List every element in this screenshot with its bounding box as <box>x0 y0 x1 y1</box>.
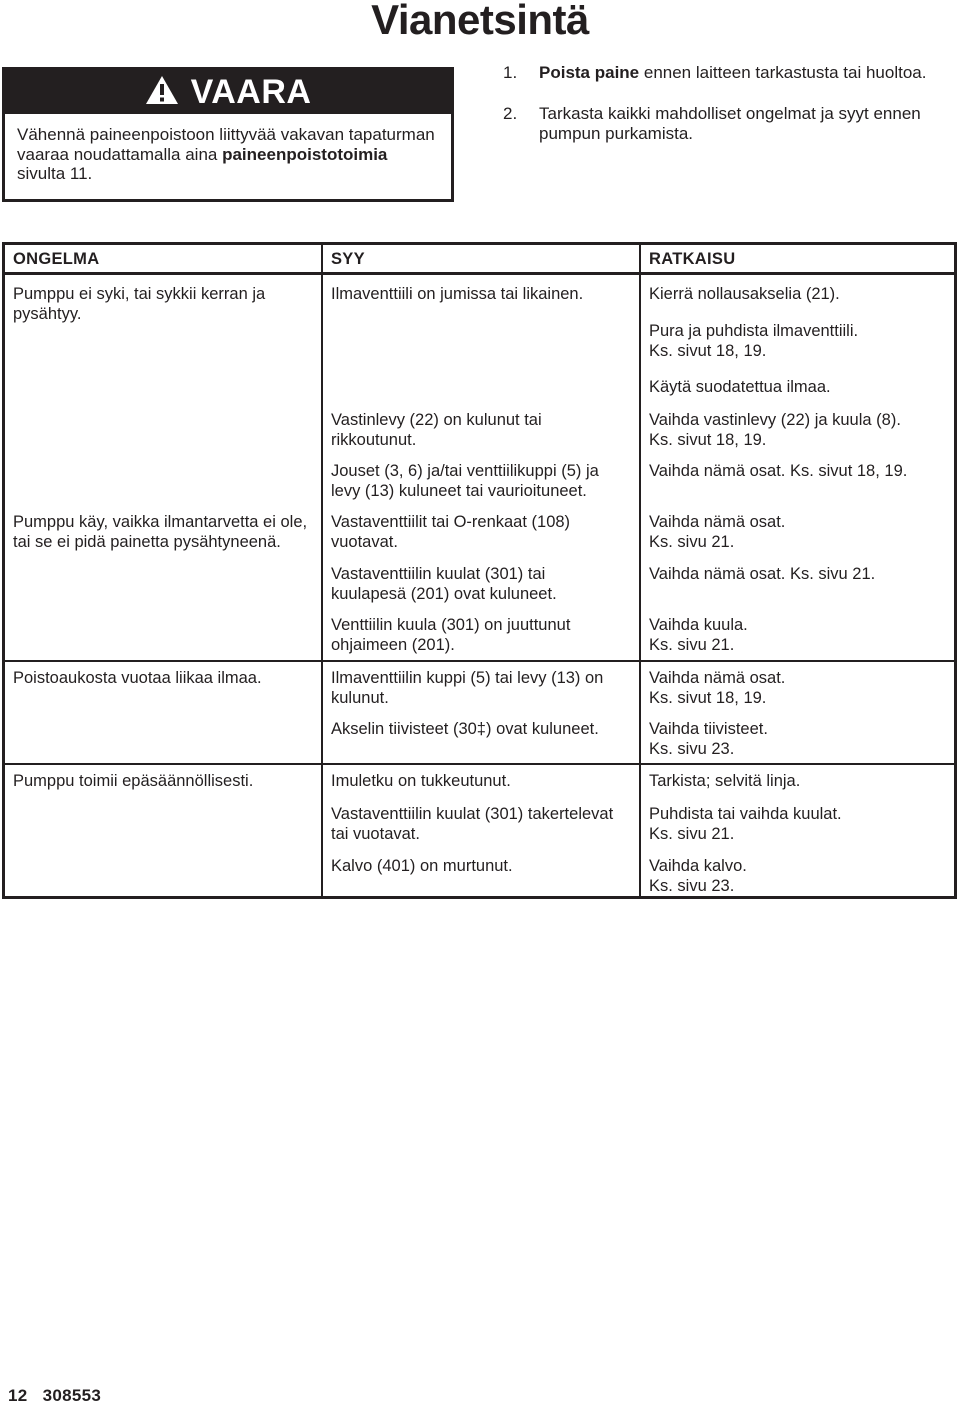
solution-cell: Tarkista; selvitä linja. <box>649 772 801 790</box>
warning-heading: VAARA <box>190 72 312 111</box>
warning-header <box>5 70 451 114</box>
cause-cell: Imuletku on tukkeutunut. <box>331 772 511 790</box>
page-title: Vianetsintä <box>371 0 589 43</box>
solution-cell: Vaihda kalvo. Ks. sivu 23. <box>649 857 747 895</box>
problem-cell: Pumppu ei syki, tai sykkii kerran ja pysähtyy. <box>13 285 266 323</box>
solution-cell: Vaihda nämä osat. Ks. sivut 18, 19. <box>649 669 786 707</box>
column-divider <box>321 245 323 896</box>
cause-cell: Vastaventtiilit tai O-renkaat (108) vuotavat. <box>331 513 571 551</box>
header-solution: RATKAISU <box>649 250 736 268</box>
header-cause: SYY <box>331 250 365 268</box>
cause-cell: Vastaventtiilin kuulat (301) tai kuulapesä (201) ovat kuluneet. <box>331 565 557 603</box>
cause-cell: Vastaventtiilin kuulat (301) takertelevat tai vuotavat. <box>331 805 614 843</box>
solution-cell: Vaihda vastinlevy (22) ja kuula (8). Ks. sivut 18, 19. <box>649 411 901 449</box>
problem-cell: Pumppu toimii epäsäännöllisesti. <box>13 772 254 790</box>
cause-cell: Ilmaventtiilin kuppi (5) tai levy (13) on kulunut. <box>331 669 604 707</box>
cause-cell: Akselin tiivisteet (30‡) ovat kuluneet. <box>331 720 599 738</box>
solution-cell: Vaihda nämä osat. Ks. sivu 21. <box>649 513 786 551</box>
warning-text: Vähennä paineenpoistoon liittyvää vakavan tapaturman vaaraa noudattamalla aina paineenpoistotoimia sivulta 11. <box>17 125 435 183</box>
solution-cell: Käytä suodatettua ilmaa. <box>649 378 831 396</box>
step-item: 2. Tarkasta kaikki mahdolliset ongelmat ja syyt ennen pumpun purkamista. <box>503 104 921 143</box>
troubleshooting-table <box>2 242 957 899</box>
cause-cell: Kalvo (401) on murtunut. <box>331 857 513 875</box>
solution-cell: Puhdista tai vaihda kuulat. Ks. sivu 21. <box>649 805 842 843</box>
solution-cell: Kierrä nollausakselia (21). <box>649 285 840 303</box>
row-divider <box>5 763 954 765</box>
safety-steps-list <box>503 63 943 165</box>
header-problem: ONGELMA <box>13 250 100 268</box>
danger-warning-box <box>2 67 454 202</box>
page-number: 12 <box>8 1386 28 1405</box>
header-divider <box>5 272 954 275</box>
row-divider <box>5 660 954 662</box>
problem-cell: Pumppu käy, vaikka ilmantarvetta ei ole, tai se ei pidä painetta pysähtyneenä. <box>13 513 308 551</box>
cause-cell: Ilmaventtiili on jumissa tai likainen. <box>331 285 584 303</box>
cause-cell: Vastinlevy (22) on kulunut tai rikkoutunut. <box>331 411 542 449</box>
solution-cell: Vaihda nämä osat. Ks. sivut 18, 19. <box>649 462 908 480</box>
column-divider <box>639 245 641 896</box>
solution-cell: Vaihda kuula. Ks. sivu 21. <box>649 616 748 654</box>
document-number: 308553 <box>42 1386 102 1405</box>
problem-cell: Poistoaukosta vuotaa liikaa ilmaa. <box>13 669 262 687</box>
solution-cell: Vaihda tiivisteet. Ks. sivu 23. <box>649 720 768 758</box>
warning-triangle-icon <box>145 75 179 110</box>
cause-cell: Jouset (3, 6) ja/tai venttiilikuppi (5) ja levy (13) kuluneet tai vaurioituneet. <box>331 462 599 500</box>
cause-cell: Venttiilin kuula (301) on juuttunut ohjaimeen (201). <box>331 616 571 654</box>
page-footer <box>8 1386 101 1406</box>
solution-cell: Vaihda nämä osat. Ks. sivu 21. <box>649 565 876 583</box>
step-item: 1. Poista paine ennen laitteen tarkastusta tai huoltoa. <box>503 63 927 82</box>
solution-cell: Pura ja puhdista ilmaventtiili. Ks. sivut 18, 19. <box>649 322 859 360</box>
